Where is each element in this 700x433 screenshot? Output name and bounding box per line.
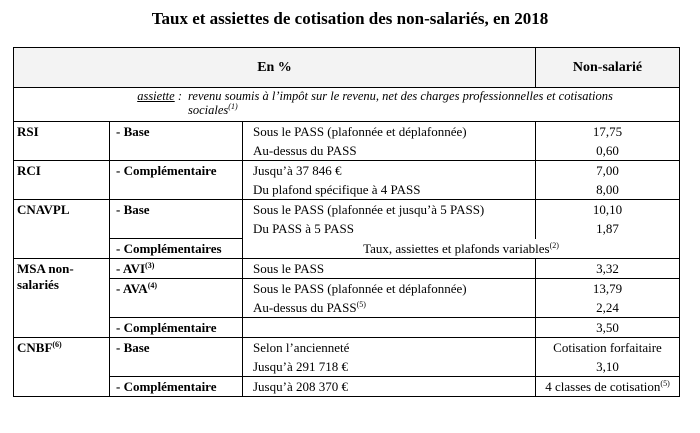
footnote-2: (2): [549, 240, 559, 250]
msa-compl-label: - Complémentaire: [110, 318, 243, 338]
footnote-4: (4): [147, 281, 158, 290]
row-desc: Selon l’ancienneté: [243, 338, 536, 358]
row-desc: Du PASS à 5 PASS: [253, 221, 354, 236]
row-value: 2,24: [536, 298, 680, 318]
table-row: [14, 338, 680, 358]
cnbf-label: CNBF$^{(6)}$: [14, 338, 110, 358]
table-row: [14, 219, 680, 239]
table-row: [14, 239, 680, 259]
header-non-salarie: Non-salarié: [536, 48, 680, 88]
row-value: 13,79: [536, 279, 680, 299]
row-desc: Au-dessus du PASS$^{(5)}$: [253, 300, 366, 315]
row-desc: Sous le PASS (plafonnée et déplafonnée): [243, 122, 536, 142]
table-row: [14, 279, 680, 299]
row-value: 10,10: [536, 200, 680, 220]
row-desc: Sous le PASS: [243, 259, 536, 279]
footnote-5b: (5): [660, 379, 670, 388]
row-value: 1,87: [536, 219, 680, 239]
rci-label: RCI: [14, 161, 110, 181]
table-row: [14, 259, 680, 279]
table-row: [14, 200, 680, 220]
cotisation-table: [13, 47, 680, 397]
row-desc: Jusqu’à 208 370 €: [243, 377, 536, 397]
row-desc: Jusqu’à 37 846 €: [243, 161, 536, 181]
cnavpl-label: CNAVPL: [14, 200, 110, 220]
rci-compl-label: - Complémentaire: [110, 161, 243, 181]
cnavpl-compl-label: - Complémentaires: [110, 239, 243, 259]
assiette-label: assiette :: [137, 89, 182, 103]
row-value: 0,60: [536, 141, 680, 161]
row-value: 3,50: [536, 318, 680, 338]
table-row: [14, 141, 680, 161]
row-value: 4 classes de cotisation$^{(5)}$: [536, 377, 680, 397]
rsi-label: RSI: [14, 122, 110, 142]
table-row: [14, 357, 680, 377]
row-value: 3,10: [536, 357, 680, 377]
row-desc: Sous le PASS (plafonnée et jusqu’à 5 PASS): [243, 200, 536, 220]
row-desc: Jusqu’à 291 718 €: [253, 359, 348, 374]
rsi-base-label: - Base: [110, 122, 243, 142]
msa-avi-label: - AVI$^{(3)}$: [110, 259, 243, 279]
row-value: Cotisation forfaitaire: [536, 338, 680, 358]
header-row: [14, 48, 680, 88]
table-row: [14, 180, 680, 200]
footnote-3: (3): [145, 261, 155, 270]
header-en-pourcent: En %: [14, 48, 536, 88]
row-desc: Sous le PASS (plafonnée et déplafonnée): [243, 279, 536, 299]
row-desc: Du plafond spécifique à 4 PASS: [253, 182, 421, 197]
table-row: [14, 298, 680, 318]
footnote-6: (6): [52, 340, 62, 349]
msa-label: MSA non- salariés: [14, 259, 110, 299]
assiette-text: revenu soumis à l’impôt sur le revenu, net des charges professionnelles et cotisations sociales$^{(1)}$: [188, 89, 613, 117]
row-value: 8,00: [536, 180, 680, 200]
table-row: [14, 318, 680, 338]
row-value: 17,75: [536, 122, 680, 142]
cnbf-base-label: - Base: [110, 338, 243, 358]
footnote-5: (5): [356, 300, 366, 309]
cnavpl-base-label: - Base: [110, 200, 243, 220]
table-row: [14, 161, 680, 181]
row-desc: Au-dessus du PASS: [253, 143, 357, 158]
footnote-1: (1): [228, 102, 238, 111]
table-row: [14, 122, 680, 142]
table-row: [14, 377, 680, 397]
row-value: 7,00: [536, 161, 680, 181]
msa-ava-label: - AVA$^{(4)}$: [110, 279, 243, 299]
cnbf-compl-label: - Complémentaire: [110, 377, 243, 397]
table-title: Taux et assiettes de cotisation des non-salariés, en 2018: [151, 9, 549, 28]
assiette-row: [14, 88, 680, 122]
cnavpl-compl-text: Taux, assiettes et plafonds variables$^{(2)}$: [243, 239, 680, 259]
row-value: 3,32: [536, 259, 680, 279]
